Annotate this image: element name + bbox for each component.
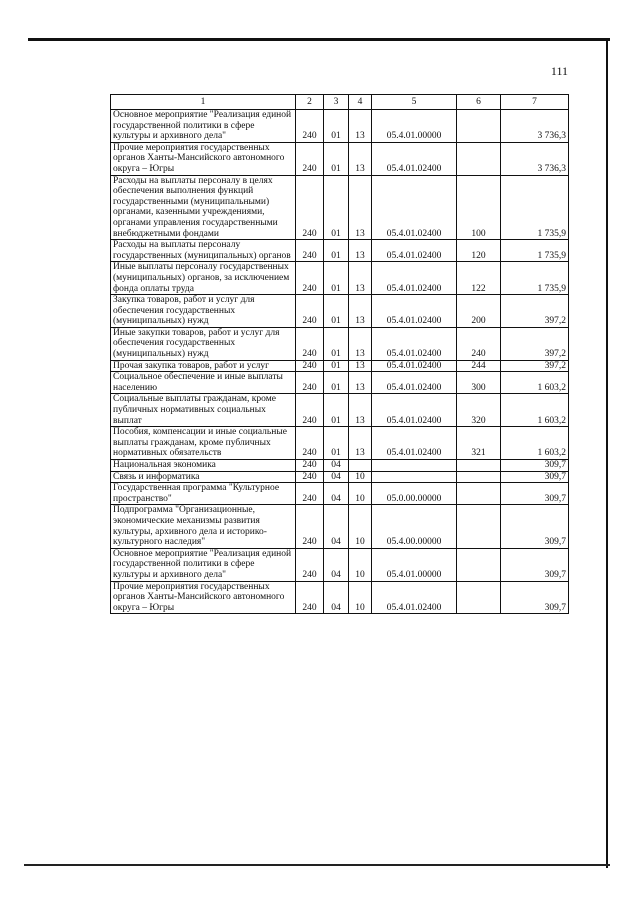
table-row	[111, 548, 569, 581]
row-name: Иные выплаты персоналу государственных (муниципальных) органов, за исключением фонда оплаты труда	[111, 262, 296, 295]
table-row	[111, 581, 569, 614]
column-header: 2	[296, 95, 324, 110]
cell-code-6: 100	[457, 175, 501, 240]
column-header: 4	[349, 95, 372, 110]
cell-code-5	[372, 460, 457, 472]
cell-amount: 3 736,3	[501, 142, 569, 175]
cell-amount: 397,2	[501, 360, 569, 372]
cell-code-2: 240	[296, 460, 324, 472]
row-name: Закупка товаров, работ и услуг для обеспечения государственных (муниципальных) нужд	[111, 295, 296, 328]
row-name: Расходы на выплаты персоналу в целях обеспечения выполнения функций государственными (муниципальными) органами, казенными учреждениями, органами управления государственными внебюджетными фондами	[111, 175, 296, 240]
top-border-line	[28, 38, 610, 41]
cell-code-3: 01	[324, 262, 349, 295]
table-row	[111, 110, 569, 143]
table-row	[111, 394, 569, 427]
cell-code-6: 321	[457, 427, 501, 460]
cell-amount: 3 736,3	[501, 110, 569, 143]
table-row	[111, 295, 569, 328]
cell-code-5	[372, 471, 457, 483]
cell-code-5: 05.4.01.02400	[372, 175, 457, 240]
cell-code-2: 240	[296, 142, 324, 175]
table-row	[111, 471, 569, 483]
cell-code-6	[457, 505, 501, 548]
cell-code-3: 01	[324, 360, 349, 372]
cell-code-3: 04	[324, 483, 349, 505]
cell-code-4: 13	[349, 372, 372, 394]
cell-code-2: 240	[296, 327, 324, 360]
row-name: Основное мероприятие "Реализация единой государственной политики в сфере культуры и архивного дела"	[111, 110, 296, 143]
cell-amount: 1 735,9	[501, 175, 569, 240]
cell-code-6: 320	[457, 394, 501, 427]
cell-code-6: 300	[457, 372, 501, 394]
cell-code-5: 05.0.00.00000	[372, 483, 457, 505]
column-header: 7	[501, 95, 569, 110]
cell-amount: 309,7	[501, 483, 569, 505]
cell-code-4: 13	[349, 394, 372, 427]
cell-code-4: 13	[349, 110, 372, 143]
cell-code-3: 01	[324, 110, 349, 143]
row-name: Основное мероприятие "Реализация единой государственной политики в сфере культуры и архивного дела"	[111, 548, 296, 581]
cell-code-3: 01	[324, 372, 349, 394]
table-row	[111, 142, 569, 175]
cell-code-5: 05.4.01.02400	[372, 360, 457, 372]
row-name: Расходы на выплаты персоналу государственных (муниципальных) органов	[111, 240, 296, 262]
row-name: Социальные выплаты гражданам, кроме публичных нормативных социальных выплат	[111, 394, 296, 427]
cell-code-3: 04	[324, 505, 349, 548]
cell-amount: 1 735,9	[501, 240, 569, 262]
cell-code-3: 01	[324, 327, 349, 360]
cell-code-4: 13	[349, 240, 372, 262]
row-name: Иные закупки товаров, работ и услуг для обеспечения государственных (муниципальных) нужд	[111, 327, 296, 360]
cell-code-6: 200	[457, 295, 501, 328]
cell-code-5: 05.4.01.02400	[372, 142, 457, 175]
cell-amount: 1 603,2	[501, 372, 569, 394]
cell-amount: 309,7	[501, 505, 569, 548]
cell-amount: 1 603,2	[501, 427, 569, 460]
table-row	[111, 372, 569, 394]
cell-code-3: 01	[324, 142, 349, 175]
cell-code-4: 13	[349, 175, 372, 240]
cell-amount: 309,7	[501, 581, 569, 614]
row-name: Прочая закупка товаров, работ и услуг	[111, 360, 296, 372]
column-header: 5	[372, 95, 457, 110]
table-row	[111, 427, 569, 460]
cell-code-3: 01	[324, 295, 349, 328]
cell-code-2: 240	[296, 483, 324, 505]
cell-code-4: 13	[349, 295, 372, 328]
row-name: Национальная экономика	[111, 460, 296, 472]
row-name: Связь и информатика	[111, 471, 296, 483]
cell-code-2: 240	[296, 372, 324, 394]
cell-code-6	[457, 460, 501, 472]
cell-code-4: 10	[349, 483, 372, 505]
cell-amount: 397,2	[501, 295, 569, 328]
cell-code-3: 01	[324, 427, 349, 460]
cell-code-3: 04	[324, 581, 349, 614]
cell-code-2: 240	[296, 505, 324, 548]
cell-code-4: 10	[349, 548, 372, 581]
table-row	[111, 262, 569, 295]
table-row	[111, 240, 569, 262]
cell-code-3: 04	[324, 471, 349, 483]
cell-code-3: 04	[324, 460, 349, 472]
cell-code-4: 13	[349, 142, 372, 175]
cell-code-5: 05.4.01.02400	[372, 427, 457, 460]
page-number: 111	[550, 64, 568, 78]
cell-code-4: 10	[349, 471, 372, 483]
table-row	[111, 360, 569, 372]
cell-code-4: 10	[349, 581, 372, 614]
cell-code-2: 240	[296, 427, 324, 460]
cell-amount: 397,2	[501, 327, 569, 360]
cell-code-6	[457, 110, 501, 143]
table-row	[111, 505, 569, 548]
table-row	[111, 483, 569, 505]
cell-code-6	[457, 471, 501, 483]
column-header: 1	[111, 95, 296, 110]
row-name: Прочие мероприятия государственных органов Ханты-Мансийского автономного округа – Югры	[111, 581, 296, 614]
column-header: 3	[324, 95, 349, 110]
header-row	[111, 95, 569, 110]
cell-code-2: 240	[296, 262, 324, 295]
table-row	[111, 460, 569, 472]
cell-code-3: 01	[324, 394, 349, 427]
cell-code-2: 240	[296, 471, 324, 483]
cell-code-2: 240	[296, 548, 324, 581]
table-row	[111, 327, 569, 360]
cell-code-5: 05.4.01.00000	[372, 548, 457, 581]
cell-code-5: 05.4.01.02400	[372, 295, 457, 328]
cell-code-6: 120	[457, 240, 501, 262]
cell-code-3: 01	[324, 175, 349, 240]
cell-code-5: 05.4.01.02400	[372, 327, 457, 360]
cell-code-2: 240	[296, 175, 324, 240]
cell-code-6	[457, 483, 501, 505]
cell-amount: 309,7	[501, 460, 569, 472]
cell-code-5: 05.4.00.00000	[372, 505, 457, 548]
cell-code-6: 122	[457, 262, 501, 295]
cell-code-4: 13	[349, 262, 372, 295]
row-name: Подпрограмма "Организационные, экономические механизмы развития культуры, архивного дела и историко-культурного наследия"	[111, 505, 296, 548]
right-border-line	[606, 38, 608, 868]
cell-code-5: 05.4.01.02400	[372, 262, 457, 295]
cell-amount: 1 735,9	[501, 262, 569, 295]
cell-code-2: 240	[296, 581, 324, 614]
row-name: Прочие мероприятия государственных органов Ханты-Мансийского автономного округа – Югры	[111, 142, 296, 175]
cell-code-6: 240	[457, 327, 501, 360]
cell-code-3: 01	[324, 240, 349, 262]
table-row	[111, 175, 569, 240]
cell-amount: 309,7	[501, 548, 569, 581]
row-name: Социальное обеспечение и иные выплаты населению	[111, 372, 296, 394]
row-name: Государственная программа "Культурное пространство"	[111, 483, 296, 505]
cell-code-2: 240	[296, 240, 324, 262]
cell-code-4: 13	[349, 360, 372, 372]
cell-code-6	[457, 548, 501, 581]
cell-code-4: 10	[349, 505, 372, 548]
budget-table	[110, 94, 569, 614]
cell-code-3: 04	[324, 548, 349, 581]
cell-code-5: 05.4.01.00000	[372, 110, 457, 143]
cell-code-2: 240	[296, 394, 324, 427]
bottom-border-line	[24, 864, 610, 866]
cell-code-6: 244	[457, 360, 501, 372]
cell-code-2: 240	[296, 360, 324, 372]
cell-code-5: 05.4.01.02400	[372, 372, 457, 394]
cell-amount: 1 603,2	[501, 394, 569, 427]
cell-code-5: 05.4.01.02400	[372, 394, 457, 427]
row-name: Пособия, компенсации и иные социальные выплаты гражданам, кроме публичных нормативных обязательств	[111, 427, 296, 460]
cell-code-4: 13	[349, 427, 372, 460]
cell-code-4	[349, 460, 372, 472]
column-header: 6	[457, 95, 501, 110]
cell-code-5: 05.4.01.02400	[372, 240, 457, 262]
cell-code-5: 05.4.01.02400	[372, 581, 457, 614]
cell-amount: 309,7	[501, 471, 569, 483]
cell-code-6	[457, 581, 501, 614]
cell-code-2: 240	[296, 295, 324, 328]
cell-code-6	[457, 142, 501, 175]
cell-code-2: 240	[296, 110, 324, 143]
cell-code-4: 13	[349, 327, 372, 360]
